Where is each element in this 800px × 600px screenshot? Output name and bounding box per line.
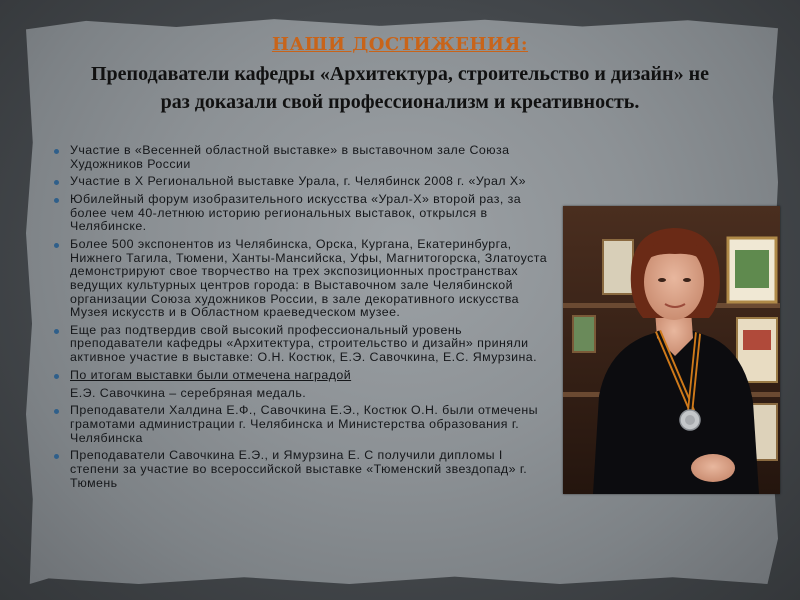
list-item-text: Преподаватели Савочкина Е.Э., и Ямурзина Е. С получили дипломы I степени за участие во всероссийской выставке «Тюменский звездопад» г. Тюмень: [70, 448, 528, 490]
bullet-icon: [54, 149, 59, 154]
list-item: [54, 238, 554, 320]
list-item-text: Еще раз подтвердив свой высокий профессиональный уровень преподаватели кафедры «Архитектура, строительство и дизайн» приняли активное участие в выставке: О.Н. Костюк, Е.Э. Савочкина, Е.С. Ямурзина.: [70, 322, 537, 365]
list-item-text: Е.Э. Савочкина – серебряная медаль.: [70, 385, 307, 400]
bullet-icon: [54, 198, 59, 203]
slide-heading: НАШИ ДОСТИЖЕНИЯ:: [271, 34, 529, 55]
slide-subtitle: [40, 60, 760, 116]
list-item: [54, 324, 554, 365]
list-item-text: Более 500 экспонентов из Челябинска, Орска, Кургана, Екатеринбурга, Нижнего Тагила, Тюмени, Ханты-Мансийска, Уфы, Магнитогорска, Златоуста демонстрируют свое творчество на трех экспозиционных пространствах ведущих культурных центров города: в Выставочном зале Челябинской организации Союза художников России, в зале декоративного искусства Музея искусств и в Областном краеведческом музее.: [70, 237, 548, 320]
bullet-icon: [54, 329, 59, 334]
list-item-medal: [54, 387, 554, 401]
list-item: [54, 144, 554, 171]
list-item: [54, 449, 554, 490]
list-item: [54, 175, 554, 189]
bullet-icon: [54, 180, 59, 185]
list-item-text: Юбилейный форум изобразительного искусства «Урал-X» второй раз, за более чем 40-летнюю историю региональных выставок, открылся в Челябинске.: [70, 192, 522, 234]
achievements-list: [54, 144, 554, 494]
bullet-icon: [54, 409, 59, 414]
list-item: [54, 404, 554, 445]
subtitle-line-2: раз доказали свой профессионализм и креативность.: [160, 91, 640, 113]
list-item: [54, 193, 554, 234]
bullet-icon: [54, 374, 59, 379]
list-item-text: Преподаватели Халдина Е.Ф., Савочкина Е.Э., Костюк О.Н. были отмечены грамотами администрации г. Челябинска и Министерства образования г. Челябинска: [70, 403, 539, 445]
list-item-text: Участие в X Региональной выставке Урала, г. Челябинск 2008 г. «Урал X»: [70, 174, 526, 189]
bullet-icon: [54, 454, 59, 459]
list-item-award: [54, 369, 554, 383]
subtitle-line-1: Преподаватели кафедры «Архитектура, строительство и дизайн» не: [91, 63, 709, 85]
bullet-icon: [54, 243, 59, 248]
list-item-text: Участие в «Весенней областной выставке» в выставочном зале Союза Художников России: [70, 143, 510, 171]
teacher-photo: [563, 206, 780, 494]
list-item-text: По итогам выставки были отмечена наградой: [70, 367, 352, 382]
